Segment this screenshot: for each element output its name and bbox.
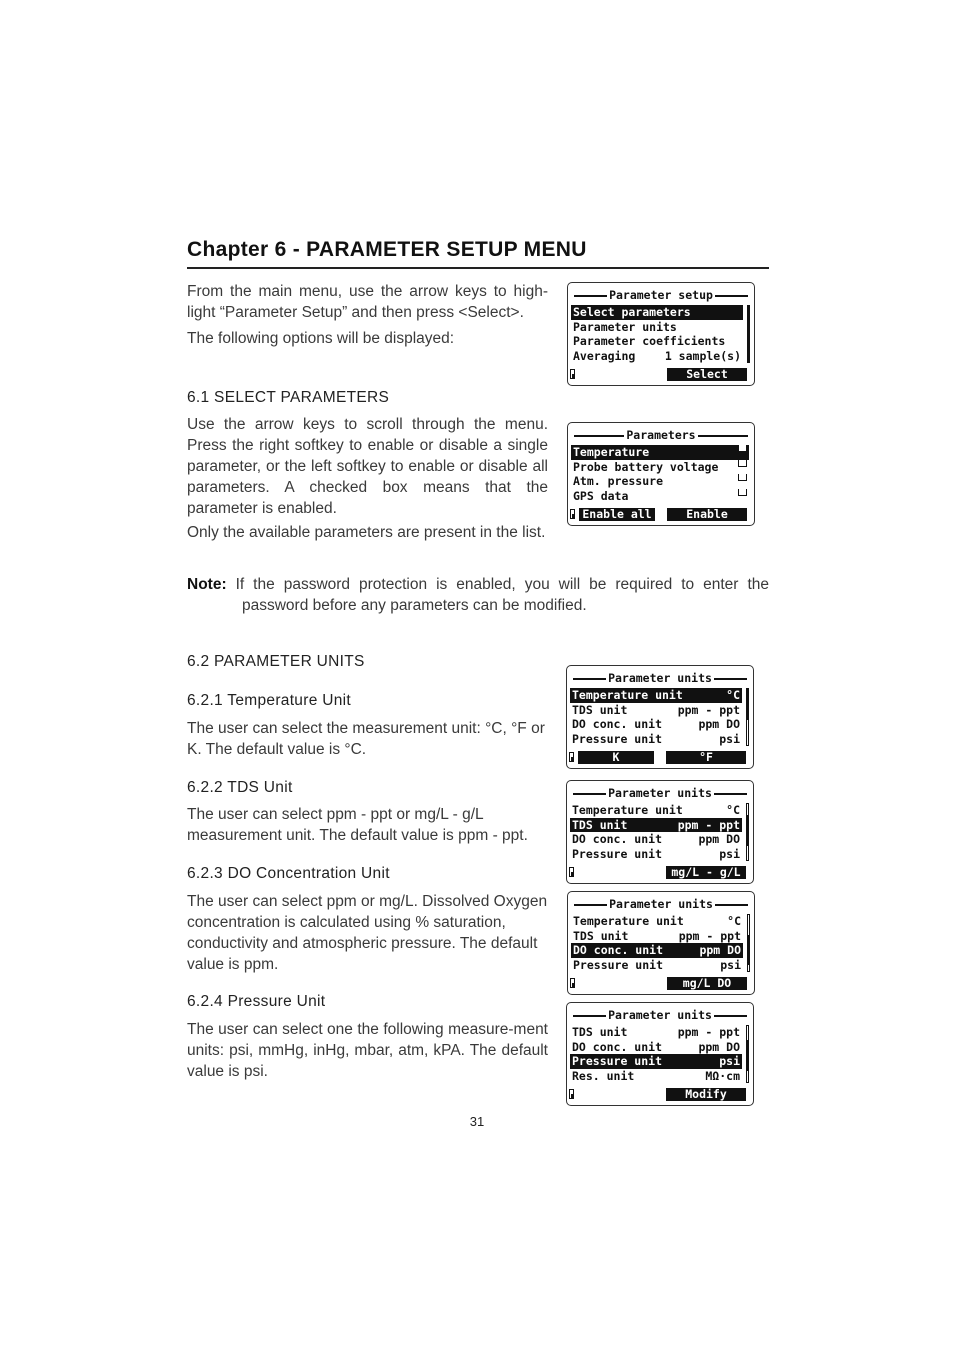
title-rule: [187, 267, 769, 269]
note-text: If the password protection is enabled, you will be required to enter the password before any parameters can be modified.: [235, 576, 769, 614]
lcd-title: Parameter setup: [574, 288, 748, 302]
softkey-mg-l-g-l[interactable]: mg/L - g/L: [666, 866, 746, 879]
unit-row-pressure[interactable]: Pressure unit psi: [572, 731, 740, 746]
softkey-k[interactable]: K: [578, 751, 654, 764]
section-6-2-3-text: The user can select ppm or mg/L. Dissolved Oxygen concentration is calculated using % saturation, conductivity and atmospheric pressure. The default value is ppm.: [187, 893, 548, 973]
menu-item-parameter-coefficients[interactable]: Parameter coefficients: [573, 334, 726, 348]
page-number: 31: [469, 1114, 485, 1129]
unit-row-pressure[interactable]: Pressure unit psi: [573, 957, 741, 972]
checkbox-icon[interactable]: [738, 460, 747, 467]
section-6-1-text: Use the arrow keys to scroll through the menu. Press the right softkey to enable or disable a single parameter, or the left softkey to enable or disable all parameters. A checked box means that the parameter is enabled.: [187, 416, 548, 517]
lcd-title: Parameters: [574, 428, 748, 442]
intro-followup: The following options will be displayed:: [187, 330, 455, 347]
unit-row-tds[interactable]: TDS unit ppm - ppt: [572, 1025, 740, 1039]
param-atm-pressure[interactable]: Atm. pressure: [571, 474, 749, 489]
softkey-select[interactable]: Select: [667, 368, 747, 381]
param-gps-data[interactable]: GPS data: [571, 489, 749, 504]
param-probe-battery-voltage[interactable]: Probe battery voltage: [571, 460, 749, 475]
lcd-parameter-units-do: [567, 891, 755, 995]
section-6-2-2-text: The user can select ppm - ppt or mg/L - g/L measurement unit. The default value is ppm - ppt.: [187, 806, 528, 844]
chapter-title: Chapter 6 - PARAMETER SETUP MENU: [187, 238, 587, 261]
lcd-parameter-units-temperature: [566, 665, 754, 769]
menu-item-select-parameters[interactable]: Select parameters: [571, 305, 743, 320]
scrollbar[interactable]: [746, 1025, 749, 1083]
scrollbar[interactable]: [747, 914, 750, 972]
unit-row-tds[interactable]: TDS unit ppm - ppt: [573, 928, 741, 943]
section-6-2-3-heading: 6.2.3 DO Concentration Unit: [187, 865, 390, 882]
section-6-2-4-heading: 6.2.4 Pressure Unit: [187, 993, 326, 1010]
menu-item-parameter-units[interactable]: Parameter units: [573, 319, 677, 334]
scrollbar[interactable]: [746, 803, 749, 861]
scrollbar[interactable]: [746, 688, 749, 746]
checkbox-icon[interactable]: [738, 474, 747, 481]
lcd-parameters: [567, 422, 755, 526]
note: [187, 574, 769, 616]
section-6-1-text-2: Only the available parameters are present in the list.: [187, 524, 546, 541]
lcd-title: Parameter units: [573, 1008, 747, 1022]
battery-icon: [570, 509, 575, 519]
lcd-title: Parameter units: [574, 897, 748, 911]
unit-row-pressure[interactable]: Pressure unit psi: [572, 846, 740, 861]
unit-row-tds[interactable]: TDS unit ppm - ppt: [572, 817, 740, 832]
battery-icon: [569, 867, 574, 877]
section-6-2-2-heading: 6.2.2 TDS Unit: [187, 779, 293, 796]
lcd-parameter-units-pressure: [566, 1002, 754, 1106]
battery-icon: [570, 369, 575, 379]
softkey-modify[interactable]: Modify: [666, 1088, 746, 1101]
lcd-title: Parameter units: [573, 786, 747, 800]
softkey-enable[interactable]: Enable: [667, 508, 747, 521]
checkbox-icon[interactable]: [738, 489, 747, 496]
section-6-2-4-text: The user can select one the following measure-ment units: psi, mmHg, inHg, mbar, atm, kPA. The default value is psi.: [187, 1021, 548, 1080]
note-label: Note:: [187, 576, 227, 593]
unit-row-temperature[interactable]: Temperature unit °C: [573, 914, 741, 928]
unit-row-do[interactable]: DO conc. unit ppm DO: [573, 943, 741, 957]
unit-row-do[interactable]: DO conc. unit ppm DO: [572, 832, 740, 846]
unit-row-do[interactable]: DO conc. unit ppm DO: [572, 717, 740, 731]
section-6-2-1-text: The user can select the measurement unit: °C, °F or K. The default value is °C.: [187, 720, 545, 758]
softkey-enable-all[interactable]: Enable all: [579, 508, 655, 521]
lcd-parameter-setup: [567, 282, 755, 386]
menu-item-averaging[interactable]: Averaging 1 sample(s): [573, 348, 741, 363]
unit-row-tds[interactable]: TDS unit ppm - ppt: [572, 702, 740, 717]
scrollbar[interactable]: [747, 305, 750, 363]
checkbox-icon[interactable]: [738, 445, 747, 452]
param-temperature[interactable]: Temperature: [571, 445, 749, 460]
softkey-mg-l-do[interactable]: mg/L DO: [667, 977, 747, 990]
unit-row-resistivity[interactable]: Res. unit MΩ·cm: [572, 1068, 740, 1083]
softkey-fahrenheit[interactable]: °F: [666, 751, 746, 764]
battery-icon: [570, 978, 575, 988]
section-6-2-1-heading: 6.2.1 Temperature Unit: [187, 692, 351, 709]
lcd-parameter-units-tds: [566, 780, 754, 884]
section-6-2-heading: 6.2 PARAMETER UNITS: [187, 653, 365, 670]
unit-row-temperature[interactable]: Temperature unit °C: [572, 688, 740, 702]
unit-row-do[interactable]: DO conc. unit ppm DO: [572, 1039, 740, 1054]
battery-icon: [569, 1089, 574, 1099]
section-6-1-heading: 6.1 SELECT PARAMETERS: [187, 389, 390, 406]
unit-row-pressure[interactable]: Pressure unit psi: [572, 1054, 740, 1068]
unit-row-temperature[interactable]: Temperature unit °C: [572, 803, 740, 817]
lcd-title: Parameter units: [573, 671, 747, 685]
intro-paragraph: From the main menu, use the arrow keys to high-light “Parameter Setup” and then press <Select>.: [187, 283, 548, 321]
battery-icon: [569, 752, 574, 762]
